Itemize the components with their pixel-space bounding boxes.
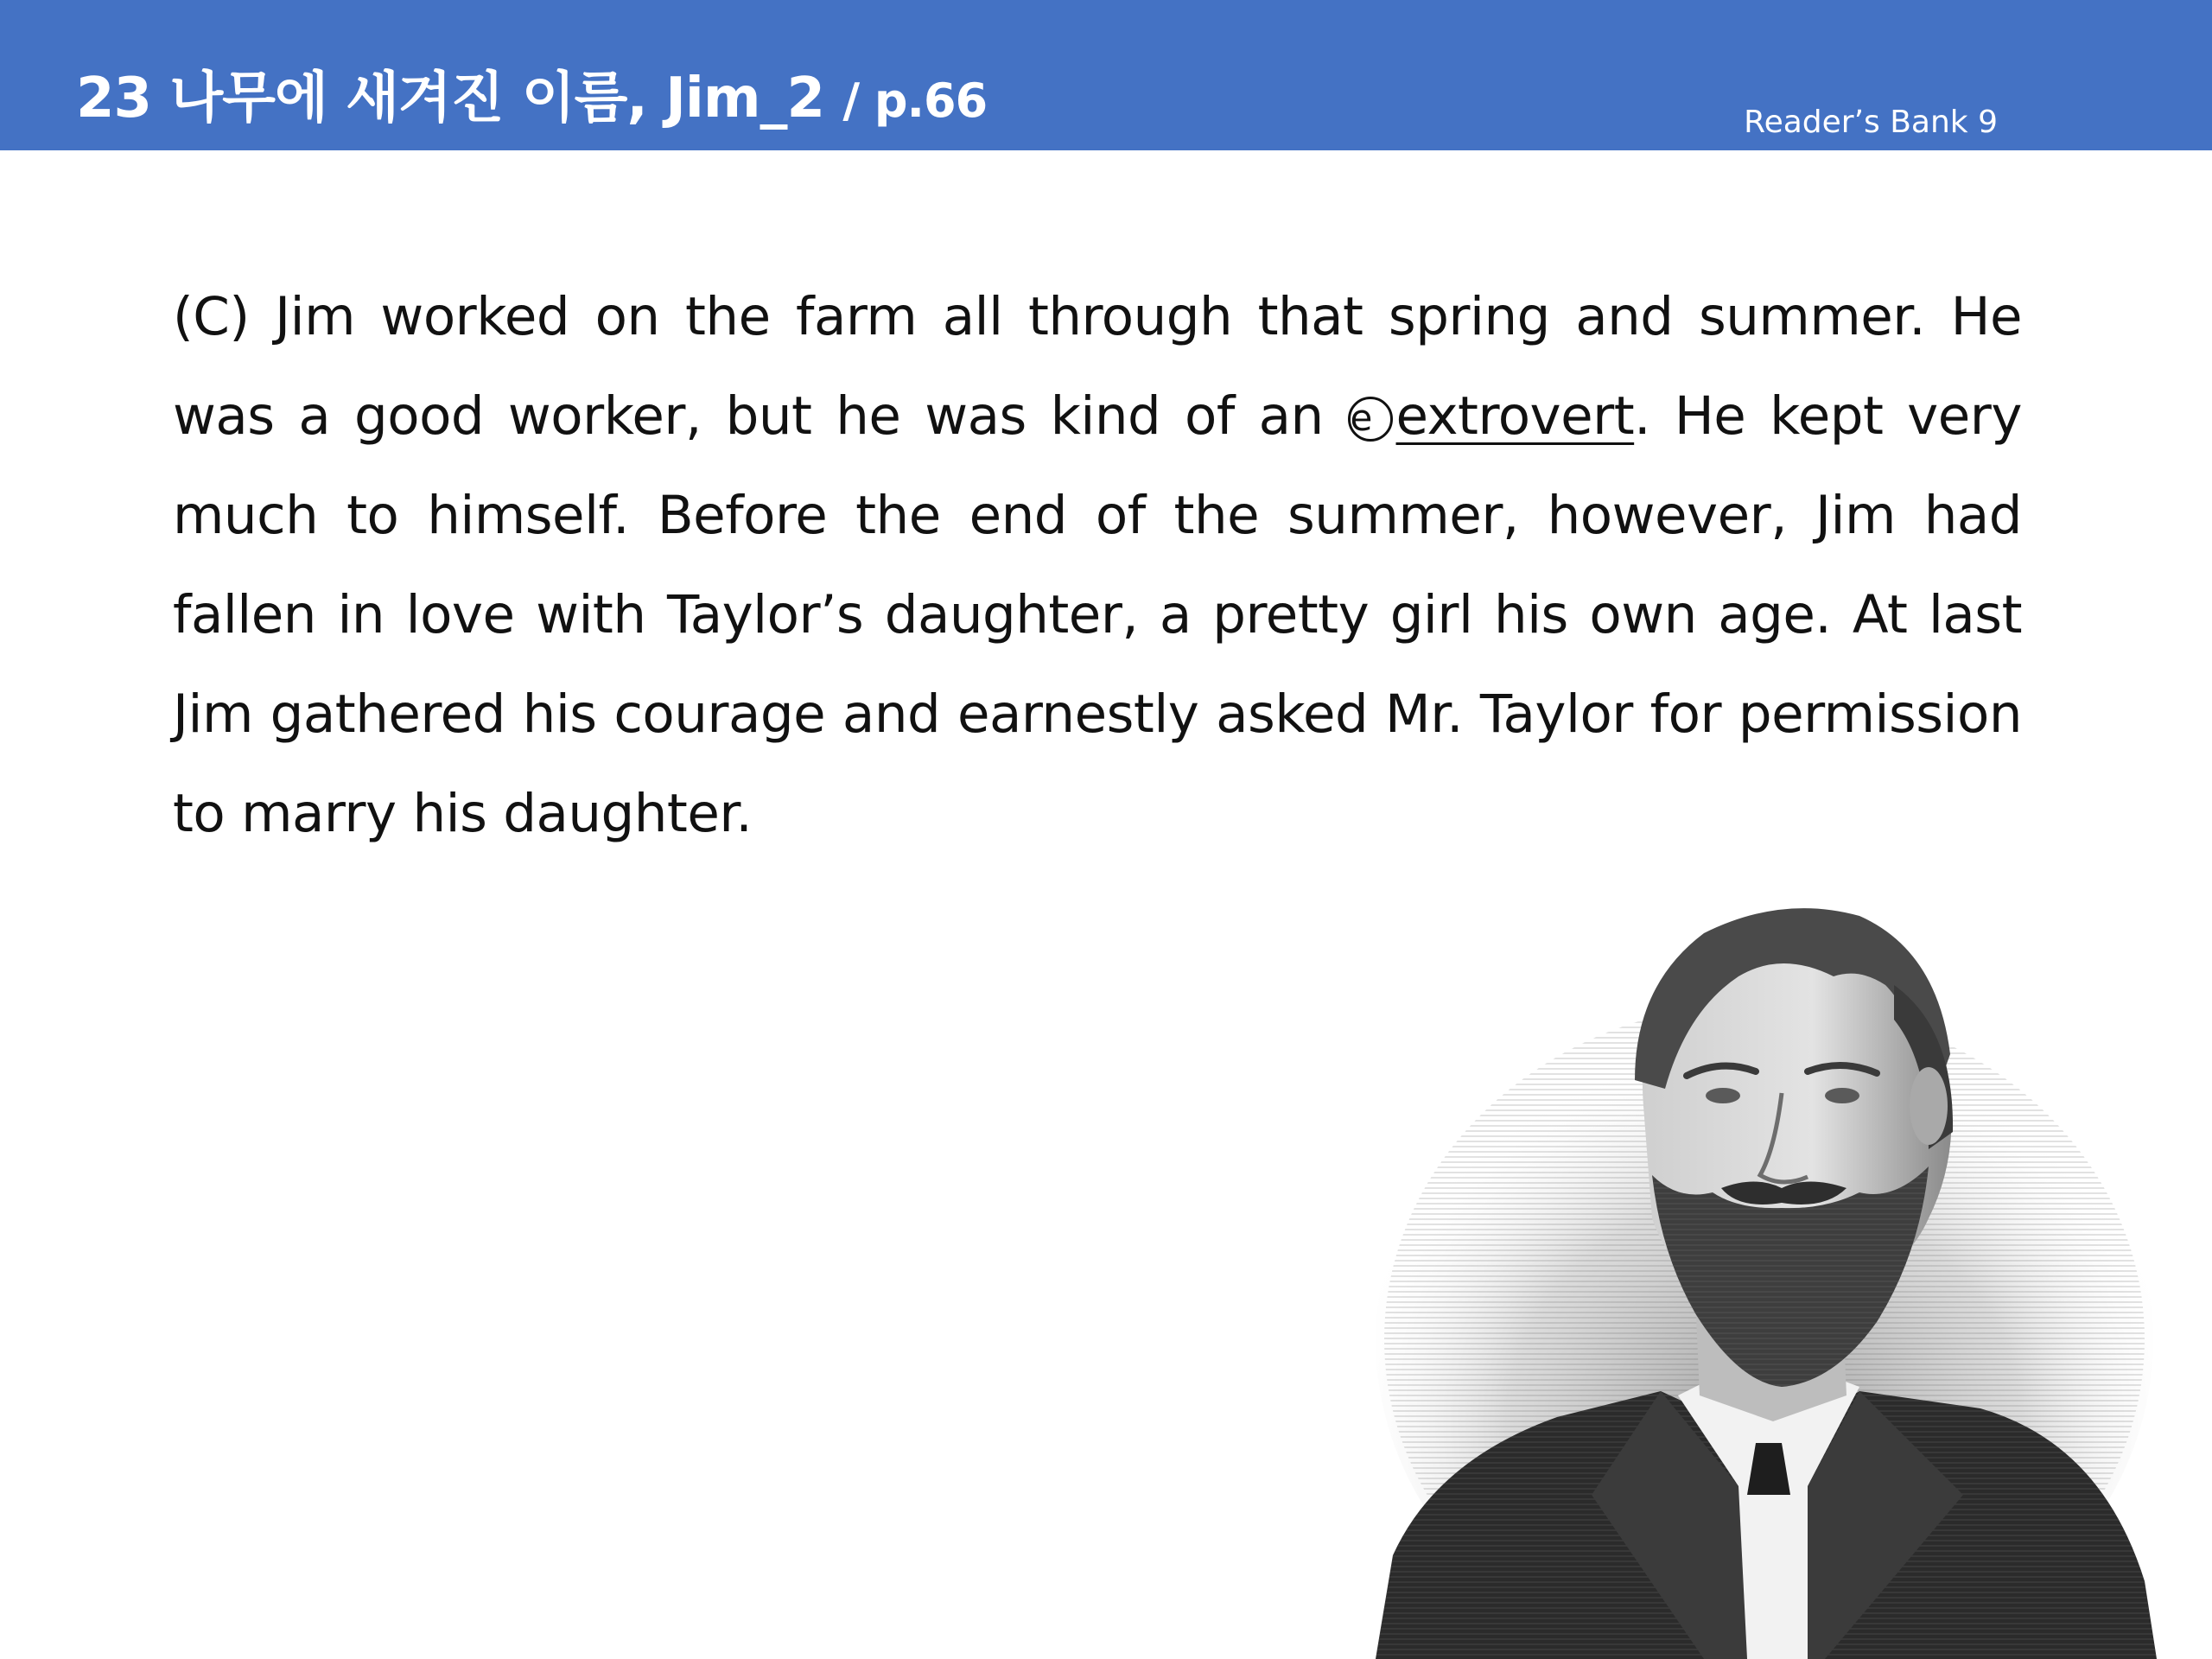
circled-e-marker: e bbox=[1348, 397, 1393, 442]
underlined-word: extrovert bbox=[1395, 385, 1635, 447]
passage-tail: . He kept very much to himself. Before the end of the summer, however, Jim had fallen in love with Taylor’s daughter, a pretty girl his own age. At last Jim gathered his courage and earnestly asked Mr. Taylor for permission to marry his daughter. bbox=[173, 385, 2022, 844]
series-label: Reader’s Bank 9 bbox=[1744, 105, 1998, 140]
page-reference: / p.66 bbox=[842, 73, 988, 128]
header-bar bbox=[0, 0, 2212, 150]
slide-title-text: 23 나무에 새겨진 이름, Jim_2 bbox=[76, 67, 825, 130]
passage-text bbox=[173, 267, 2022, 863]
passage-lead: (C) Jim worked on the farm all through that spring and summer. He was a good worker, but he was kind of an bbox=[173, 286, 2022, 447]
slide-title bbox=[76, 54, 987, 146]
portrait-engraving bbox=[1376, 890, 2157, 1659]
